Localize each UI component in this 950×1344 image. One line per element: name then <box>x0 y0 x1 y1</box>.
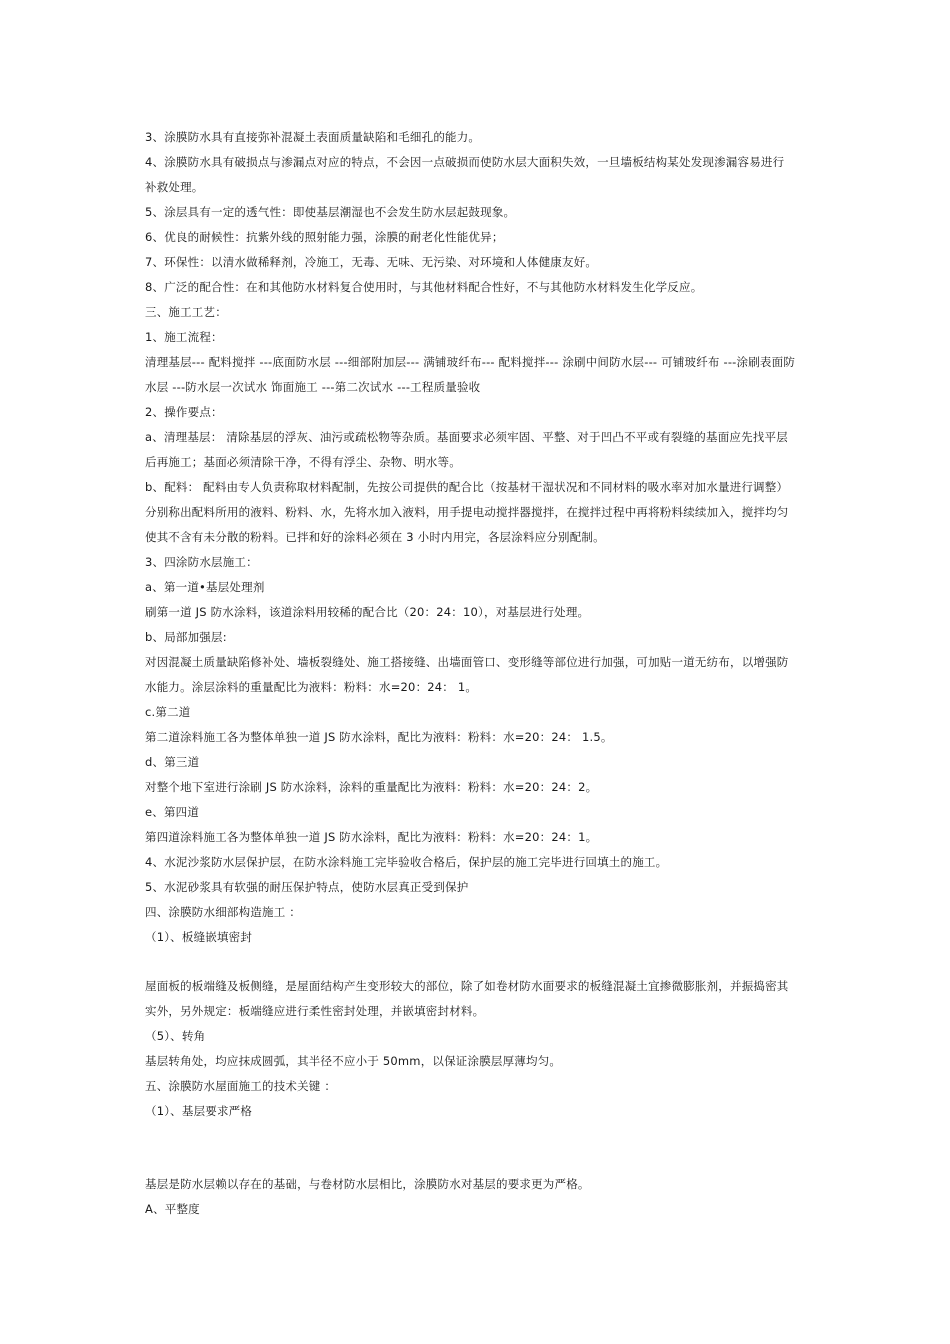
text-line: 6、优良的耐候性：抗紫外线的照射能力强，涂膜的耐老化性能优异； <box>145 230 504 244</box>
text-line: （1）、基层要求严格 <box>145 1104 253 1118</box>
text-line: e、第四道 <box>145 805 200 819</box>
text-line: 实外，另外规定：板端缝应进行柔性密封处理，并嵌填密封材料。 <box>145 1004 485 1018</box>
text-line: a、清理基层： 清除基层的浮灰、油污或疏松物等杂质。基面要求必须牢固、平整、对于凹凸不平或有裂缝的基面应先找平层 <box>145 430 788 444</box>
section-heading: 五、涂膜防水屋面施工的技术关键 ： <box>145 1079 337 1093</box>
text-line: 7、环保性：以清水做稀释剂，冷施工，无毒、无味、无污染、对环境和人体健康友好。 <box>145 255 598 269</box>
text-line: c.第二道 <box>145 705 191 719</box>
text-line: 1、施工流程： <box>145 330 223 344</box>
text-line: 3、涂膜防水具有直接弥补混凝土表面质量缺陷和毛细孔的能力。 <box>145 130 481 144</box>
text-line: 3、四涂防水层施工： <box>145 555 258 569</box>
text-line: 对整个地下室进行涂刷 JS 防水涂料，涂料的重量配比为液料：粉料：水=20：24：2。 <box>145 780 598 794</box>
text-line: 基层转角处，均应抹成圆弧，其半径不应小于 50mm，以保证涂膜层厚薄均匀。 <box>145 1054 562 1068</box>
text-line: 屋面板的板端缝及板侧缝，是屋面结构产生变形较大的部位，除了如卷材防水面要求的板缝混凝土宜掺微膨胀剂，并振捣密其 <box>145 979 789 993</box>
text-line: b、配料： 配料由专人负责称取材料配制，先按公司提供的配合比（按基材干湿状况和不同材料的吸水率对加水量进行调整） <box>145 480 789 494</box>
text-line: （5）、转角 <box>145 1029 206 1043</box>
text-line: A、平整度 <box>145 1202 200 1216</box>
text-line: 清理基层--- 配料搅拌 ---底面防水层 ---细部附加层--- 满铺玻纤布--- 配料搅拌--- 涂刷中间防水层--- 可铺玻纤布 ---涂刷表面防 <box>145 355 796 369</box>
text-line: 4、水泥沙浆防水层保护层，在防水涂料施工完毕验收合格后，保护层的施工完毕进行回填土的施工。 <box>145 855 668 869</box>
text-line: a、第一道•基层处理剂 <box>145 580 265 594</box>
text-line: 基层是防水层赖以存在的基础，与卷材防水层相比，涂膜防水对基层的要求更为严格。 <box>145 1177 590 1191</box>
text-line: 对因混凝土质量缺陷修补处、墙板裂缝处、施工搭接缝、出墙面管口、变形缝等部位进行加强，可加贴一道无纺布，以增强防 <box>145 655 789 669</box>
text-line: （1）、板缝嵌填密封 <box>145 930 253 944</box>
text-line: 后再施工；基面必须清除干净，不得有浮尘、杂物、明水等。 <box>145 455 461 469</box>
text-line: 刷第一道 JS 防水涂料，该道涂料用较稀的配合比（20：24：10），对基层进行处理。 <box>145 605 590 619</box>
text-line: 水能力。涂层涂料的重量配比为液料：粉料：水=20：24： 1。 <box>145 680 478 694</box>
text-line: 第四道涂料施工各为整体单独一道 JS 防水涂料，配比为液料：粉料：水=20：24：1。 <box>145 830 598 844</box>
text-line: d、第三道 <box>145 755 200 769</box>
text-line: 8、广泛的配合性：在和其他防水材料复合使用时，与其他材料配合性好，不与其他防水材料发生化学反应。 <box>145 280 703 294</box>
text-line: b、局部加强层: <box>145 630 227 644</box>
text-line: 2、操作要点： <box>145 405 223 419</box>
text-line: 5、水泥砂浆具有软强的耐压保护特点，使防水层真正受到保护 <box>145 880 469 894</box>
text-line: 水层 ---防水层一次试水 饰面施工 ---第二次试水 ---工程质量验收 <box>145 380 481 394</box>
text-line: 5、涂层具有一定的透气性：即使基层潮湿也不会发生防水层起鼓现象。 <box>145 205 516 219</box>
text-line: 使其不含有未分散的粉料。已拌和好的涂料必须在 3 小时内用完，各层涂料应分别配制。 <box>145 530 605 544</box>
text-line: 4、涂膜防水具有破损点与渗漏点对应的特点，不会因一点破损而使防水层大面积失效，一旦墙板结构某处发现渗漏容易进行 <box>145 155 785 169</box>
section-heading: 三、施工工艺： <box>145 305 227 319</box>
section-heading: 四、涂膜防水细部构造施工 ： <box>145 905 301 919</box>
text-line: 分别称出配料所用的液料、粉料、水，先将水加入液料，用手提电动搅拌器搅拌，在搅拌过程中再将粉料续续加入，搅拌均匀 <box>145 505 789 519</box>
text-line: 补救处理。 <box>145 180 204 194</box>
text-line: 第二道涂料施工各为整体单独一道 JS 防水涂料，配比为液料：粉料：水=20：24： 1.5。 <box>145 730 613 744</box>
